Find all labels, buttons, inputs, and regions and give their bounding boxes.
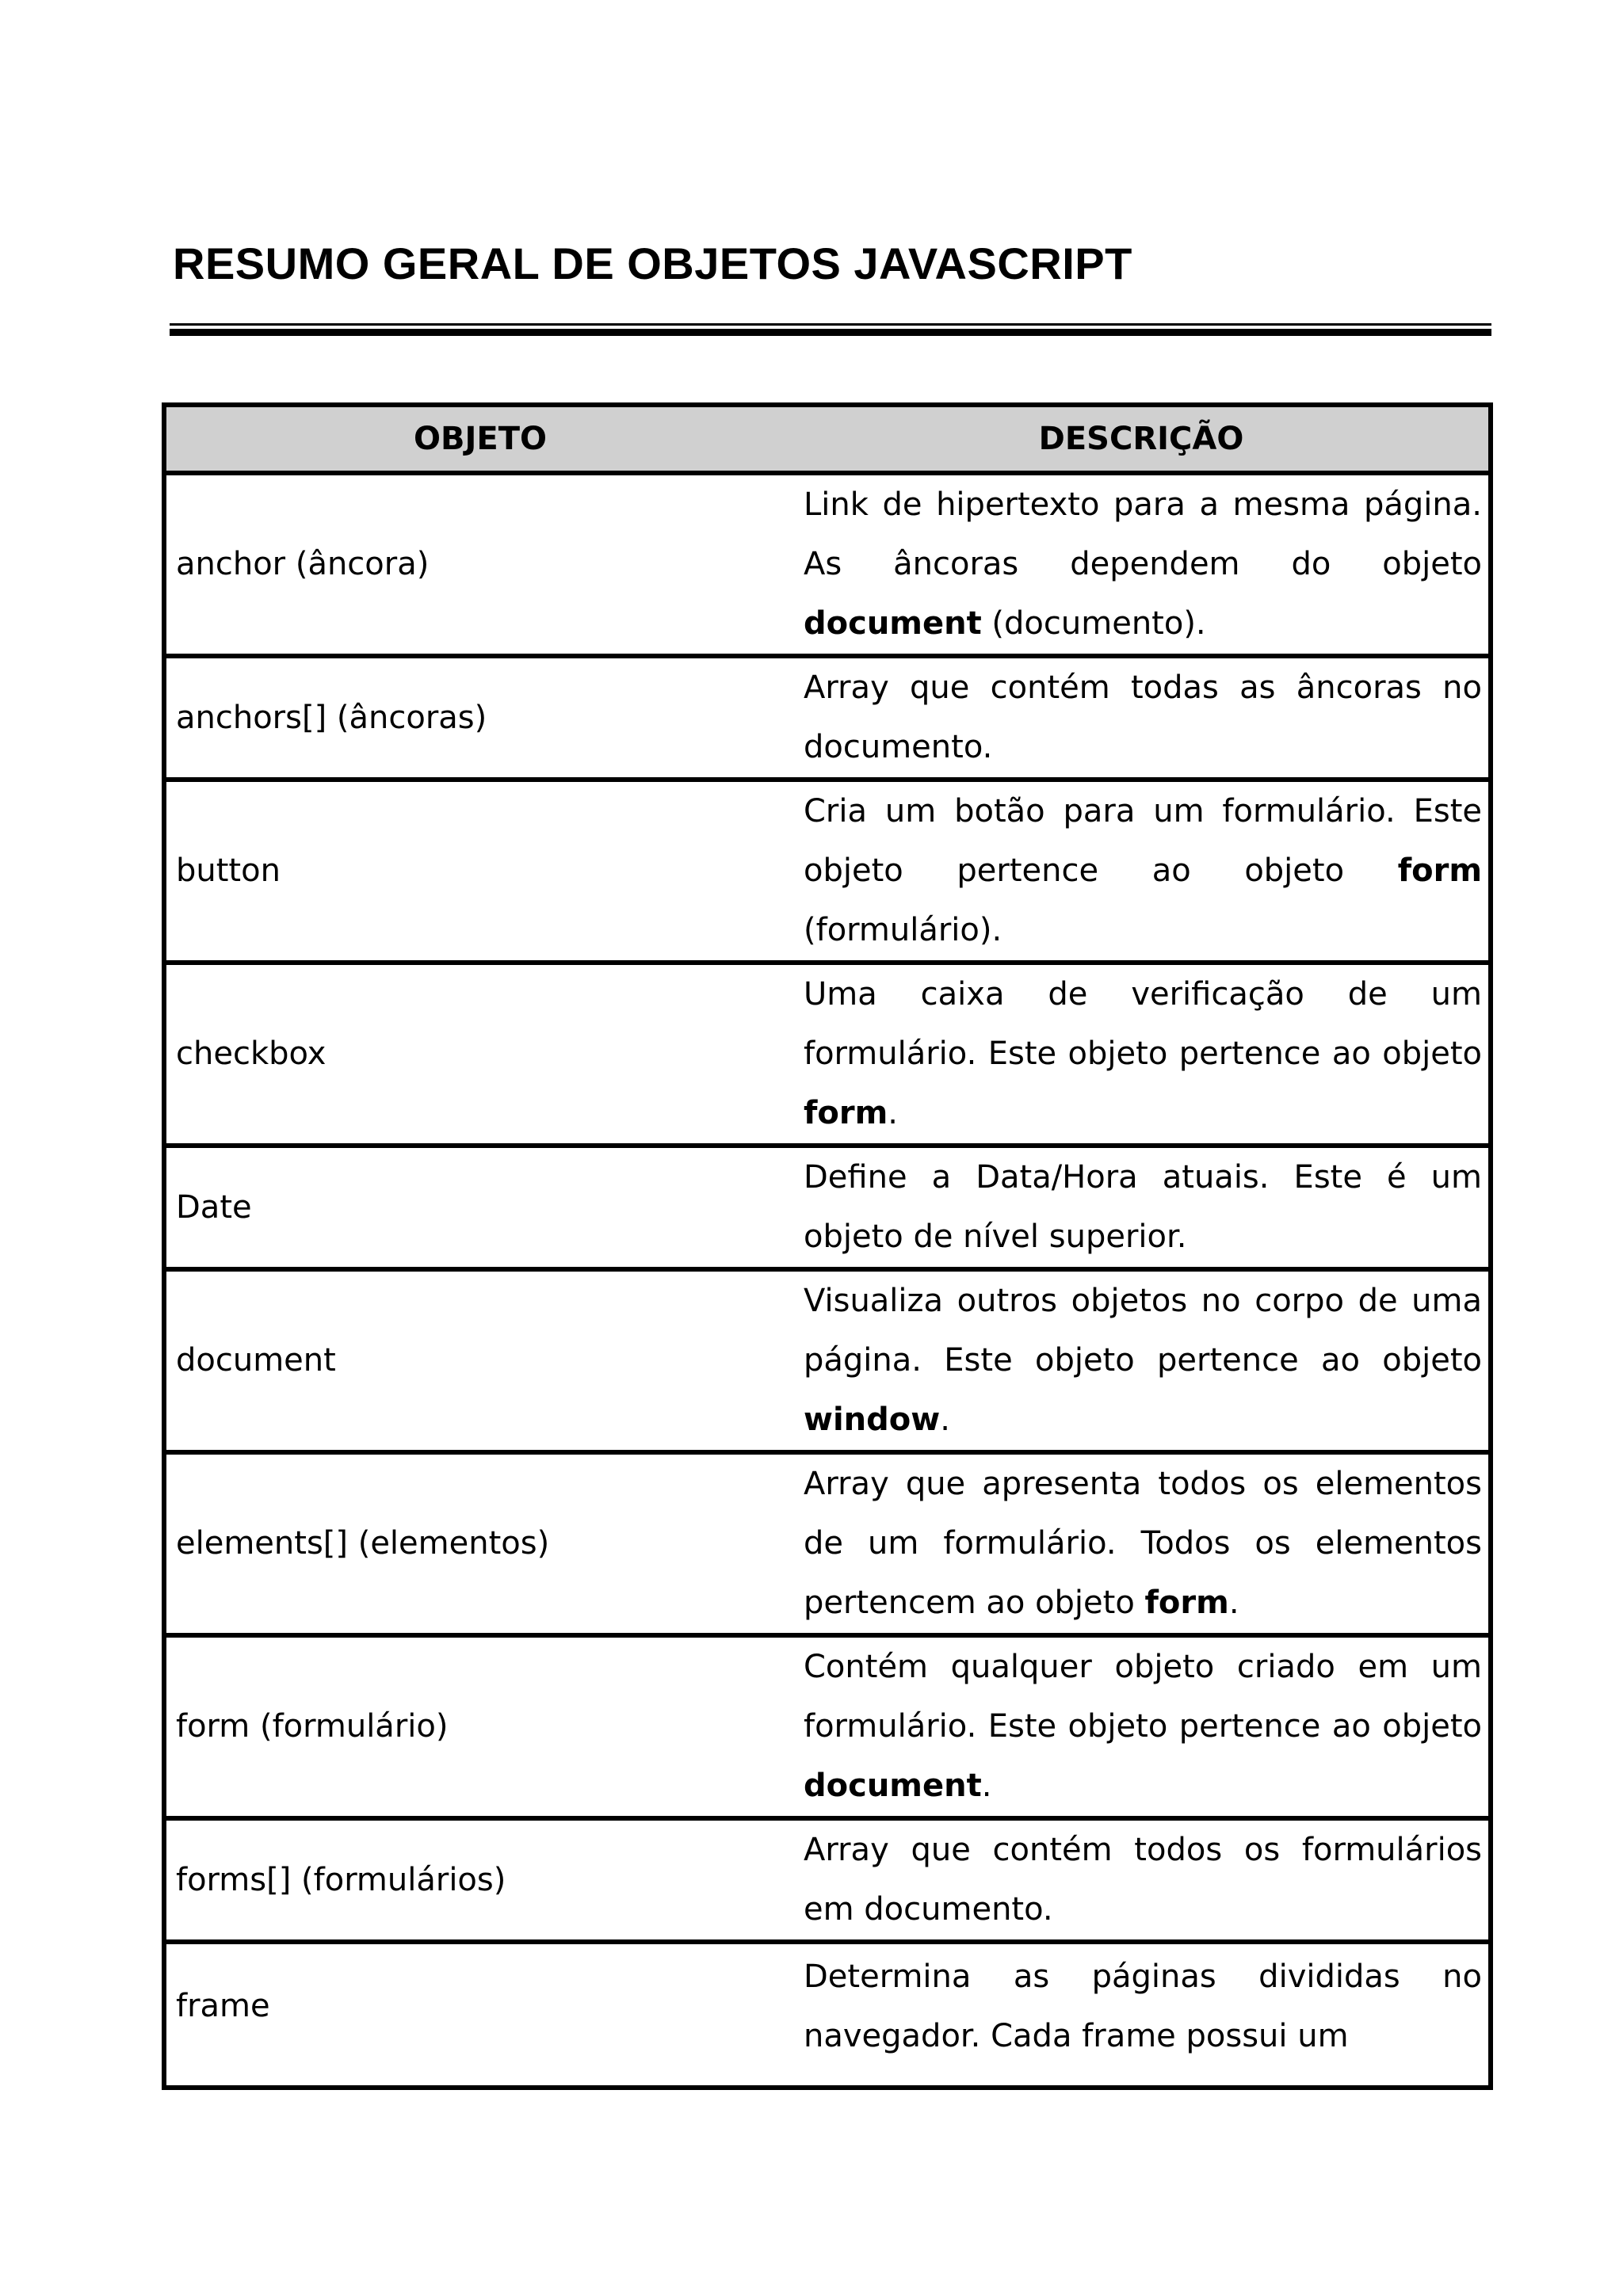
header-description: DESCRIÇÃO xyxy=(794,407,1488,473)
description-text: Cria um botão para um formulário. Este objeto pertence ao objeto xyxy=(804,793,1482,889)
table-body xyxy=(166,473,1488,2069)
description-cell xyxy=(794,1146,1488,1269)
description-cell xyxy=(794,1269,1488,1452)
object-cell: document xyxy=(166,1269,794,1452)
title-rule-thin-line xyxy=(170,323,1491,326)
table-row xyxy=(166,963,1488,1146)
description-text: Array que contém todos os formulários em documento. xyxy=(804,1832,1482,1928)
description-text: Link de hipertexto para a mesma página. As âncoras dependem do objeto xyxy=(804,486,1482,582)
description-text: Array que contém todas as âncoras no documento. xyxy=(804,669,1482,765)
object-cell: frame xyxy=(176,1988,270,2024)
description-bold-term: document xyxy=(804,605,982,642)
table-row xyxy=(166,780,1488,963)
objects-table-container xyxy=(162,402,1493,2090)
table-row xyxy=(166,1269,1488,1452)
description-text: Visualiza outros objetos no corpo de uma página. Este objeto pertence ao objeto xyxy=(804,1283,1482,1379)
object-cell: forms[] (formulários) xyxy=(166,1818,794,1942)
description-text: Define a Data/Hora atuais. Este é um objeto de nível superior. xyxy=(804,1159,1482,1255)
object-cell: elements[] (elementos) xyxy=(166,1452,794,1635)
object-cell: anchors[] (âncoras) xyxy=(166,656,794,780)
description-cell xyxy=(794,1942,1488,2069)
description-bold-term: form xyxy=(804,1095,888,1131)
description-bold-term: document xyxy=(804,1768,982,1804)
description-cell xyxy=(794,1452,1488,1635)
description-text: . xyxy=(888,1095,899,1131)
description-cell xyxy=(794,780,1488,963)
object-cell: checkbox xyxy=(166,963,794,1146)
objects-table xyxy=(166,407,1488,2069)
description-text: Determina as páginas divididas no navegador. Cada frame possui um xyxy=(804,1958,1482,2054)
object-cell: anchor (âncora) xyxy=(166,473,794,656)
description-text: (documento). xyxy=(981,605,1206,642)
description-cell xyxy=(794,1818,1488,1942)
table-row xyxy=(166,1635,1488,1818)
description-text: Array que apresenta todos os elementos de um formulário. Todos os elementos pertencem ao objeto xyxy=(804,1466,1482,1621)
header-object: OBJETO xyxy=(166,407,794,473)
table-row xyxy=(166,1452,1488,1635)
title-rule xyxy=(170,323,1491,336)
table-row xyxy=(166,1146,1488,1269)
page-title: RESUMO GERAL DE OBJETOS JAVASCRIPT xyxy=(173,238,1132,288)
table-header-row xyxy=(166,407,1488,473)
table-row xyxy=(166,656,1488,780)
description-text: Contém qualquer objeto criado em um formulário. Este objeto pertence ao objeto xyxy=(804,1649,1482,1745)
table-row xyxy=(166,1818,1488,1942)
table-row xyxy=(166,473,1488,656)
description-cell xyxy=(794,1635,1488,1818)
description-cell xyxy=(794,473,1488,656)
description-text: Uma caixa de verificação de um formulário. Este objeto pertence ao objeto xyxy=(804,976,1482,1072)
description-text: . xyxy=(1228,1585,1239,1621)
description-bold-term: form xyxy=(1397,852,1482,889)
object-cell: button xyxy=(166,780,794,963)
object-cell: form (formulário) xyxy=(166,1635,794,1818)
description-cell xyxy=(794,963,1488,1146)
table-row xyxy=(166,1942,1488,2069)
description-cell xyxy=(794,656,1488,780)
description-text: (formulário). xyxy=(804,912,1002,948)
title-rule-thick-line xyxy=(170,329,1491,336)
description-text: . xyxy=(981,1768,992,1804)
object-cell: Date xyxy=(166,1146,794,1269)
description-bold-term: window xyxy=(804,1402,941,1438)
description-text: . xyxy=(940,1402,950,1438)
description-bold-term: form xyxy=(1144,1585,1229,1621)
